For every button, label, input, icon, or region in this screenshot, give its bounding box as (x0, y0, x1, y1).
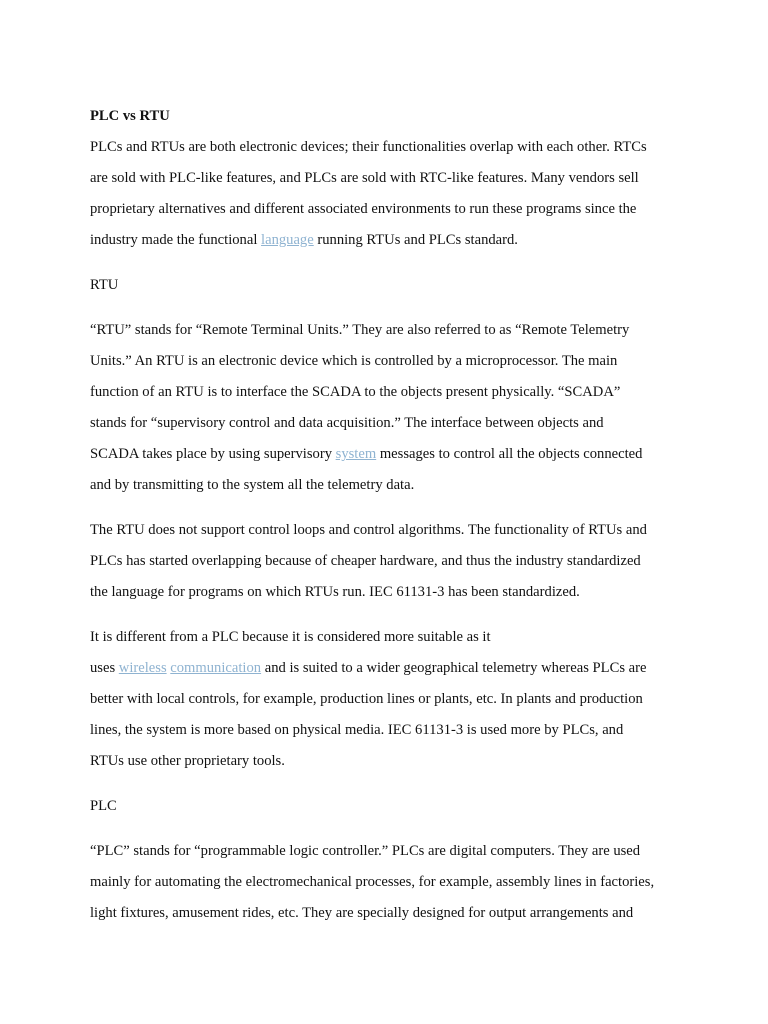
paragraph-line: RTUs use other proprietary tools. (90, 753, 285, 769)
section-heading-plc: PLC (90, 798, 117, 814)
rtu-paragraph-1 (90, 315, 690, 501)
paragraph-line: Units.” An RTU is an electronic device which is controlled by a microprocessor. The main (90, 353, 618, 369)
paragraph-line: are sold with PLC-like features, and PLCs are sold with RTC-like features. Many vendors sell (90, 170, 639, 186)
paragraph-line: mainly for automating the electromechanical processes, for example, assembly lines in factories, (90, 874, 655, 890)
paragraph-line: PLCs and RTUs are both electronic devices; their functionalities overlap with each other. RTCs (90, 139, 647, 155)
paragraph-gap (90, 301, 690, 315)
paragraph-line (90, 653, 690, 684)
paragraph-line: stands for “supervisory control and data acquisition.” The interface between objects and (90, 415, 604, 431)
paragraph-line (90, 225, 690, 256)
paragraph-line: The RTU does not support control loops and control algorithms. The functionality of RTUs and (90, 522, 647, 538)
paragraph-line: and by transmitting to the system all the telemetry data. (90, 477, 415, 493)
system-link[interactable]: system (335, 446, 377, 462)
paragraph-line: function of an RTU is to interface the SCADA to the objects present physically. “SCADA” (90, 384, 621, 400)
paragraph-line: “PLC” stands for “programmable logic controller.” PLCs are digital computers. They are used (90, 843, 641, 859)
document-title: PLC vs RTU (90, 108, 170, 124)
text-segment: and is suited to a wider geographical telemetry whereas PLCs are (261, 660, 647, 676)
paragraph-line: lines, the system is more based on physical media. IEC 61131-3 is used more by PLCs, and (90, 722, 624, 738)
paragraph-line: light fixtures, amusement rides, etc. They are specially designed for output arrangements and (90, 905, 634, 921)
paragraph-gap (90, 501, 690, 515)
communication-link[interactable]: communication (170, 660, 262, 676)
paragraph-line: It is different from a PLC because it is considered more suitable as it (90, 629, 491, 645)
rtu-paragraph-3 (90, 622, 690, 777)
paragraph-line: PLCs has started overlapping because of cheaper hardware, and thus the industry standardized (90, 553, 641, 569)
wireless-link[interactable]: wireless (118, 660, 167, 676)
paragraph-line: the language for programs on which RTUs run. IEC 61131-3 has been standardized. (90, 584, 580, 600)
text-segment: running RTUs and PLCs standard. (313, 232, 518, 248)
text-segment: SCADA takes place by using supervisory (90, 446, 336, 462)
rtu-paragraph-2 (90, 515, 690, 608)
paragraph-line: better with local controls, for example, production lines or plants, etc. In plants and production (90, 691, 643, 707)
plc-paragraph-1 (90, 836, 690, 929)
text-segment: industry made the functional (90, 232, 262, 248)
paragraph-gap (90, 256, 690, 270)
paragraph-line (90, 439, 690, 470)
paragraph-line: “RTU” stands for “Remote Terminal Units.” They are also referred to as “Remote Telemetry (90, 322, 630, 338)
text-segment: uses (90, 660, 119, 676)
document-page (90, 101, 690, 929)
language-link[interactable]: language (261, 232, 314, 248)
paragraph-gap (90, 822, 690, 836)
intro-paragraph (90, 132, 690, 256)
paragraph-line: proprietary alternatives and different associated environments to run these programs since the (90, 201, 637, 217)
section-heading-rtu: RTU (90, 277, 119, 293)
text-segment: messages to control all the objects connected (376, 446, 643, 462)
paragraph-gap (90, 608, 690, 622)
paragraph-gap (90, 777, 690, 791)
